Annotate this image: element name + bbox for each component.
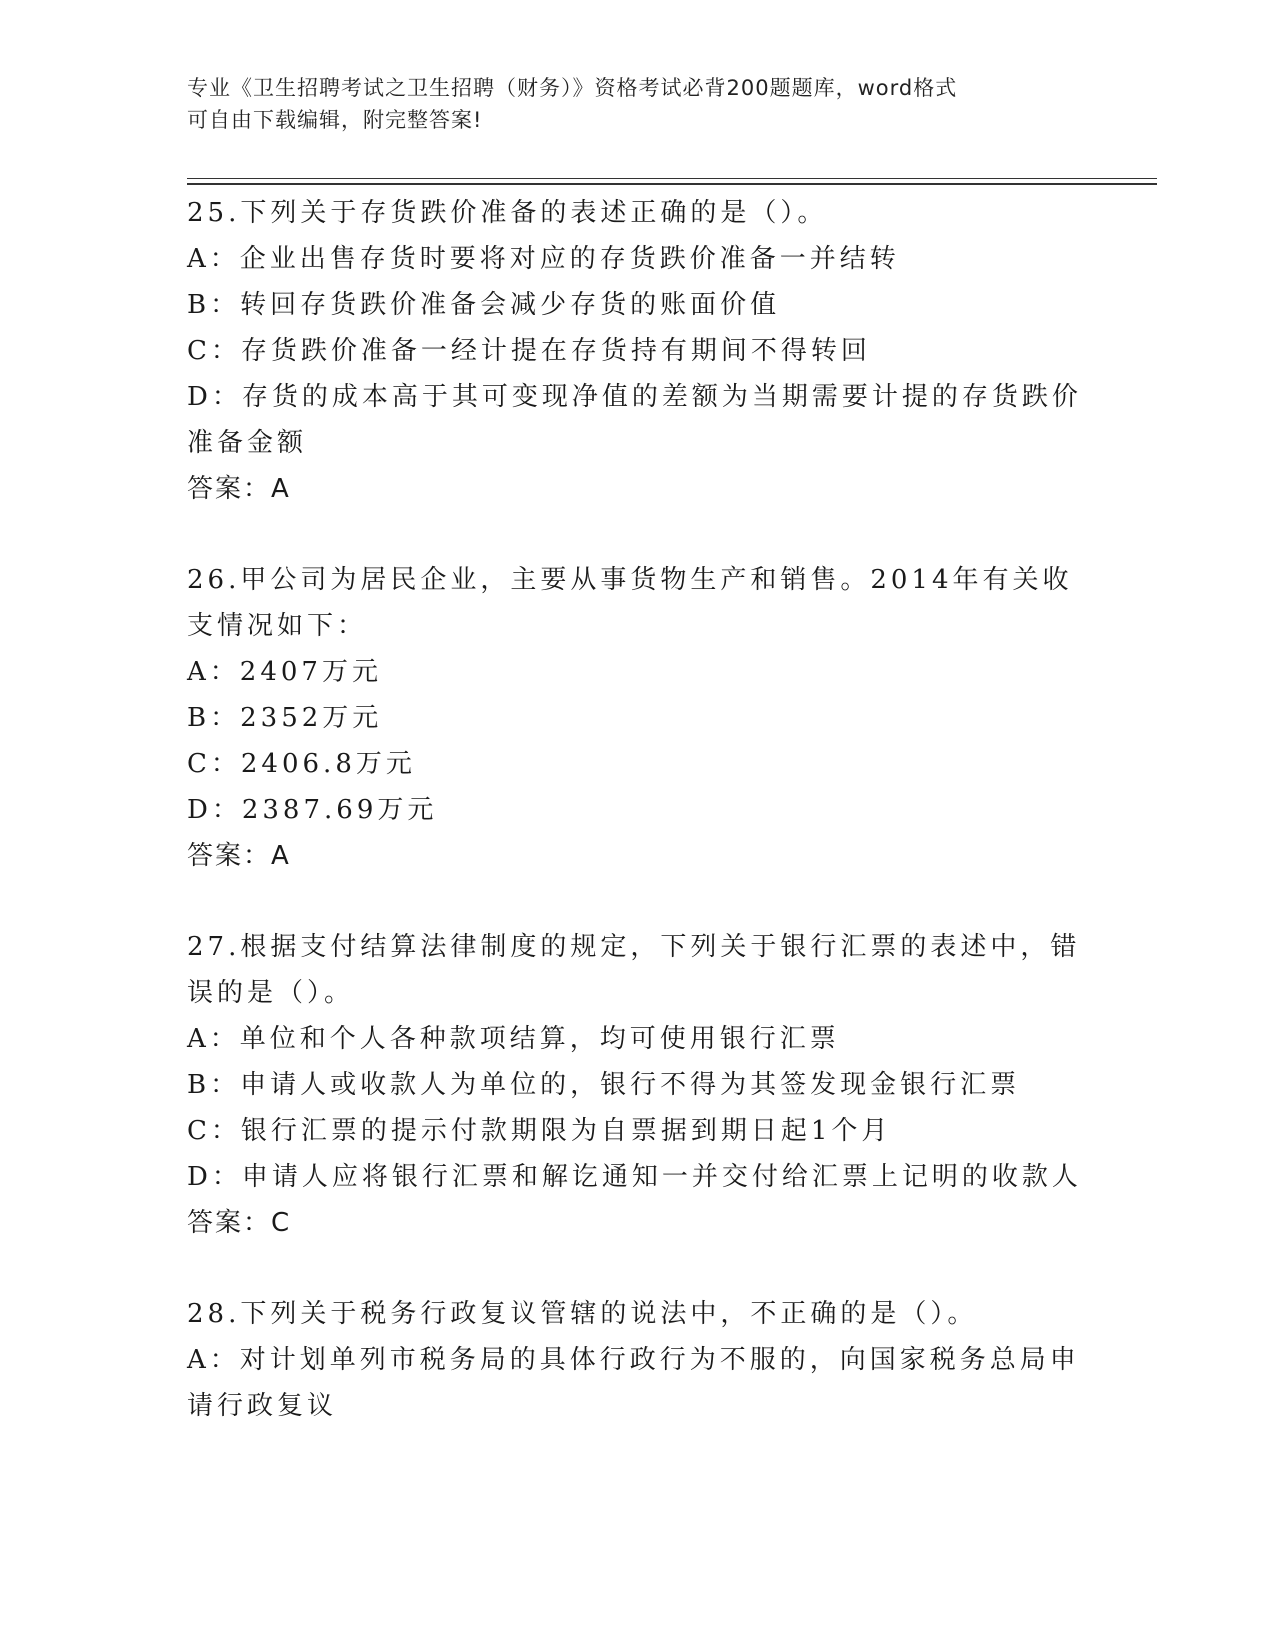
option-d: D：存货的成本高于其可变现净值的差额为当期需要计提的存货跌价准备金额 <box>187 382 1082 458</box>
question-26 <box>187 557 1087 879</box>
option-b: B：申请人或收款人为单位的，银行不得为其签发现金银行汇票 <box>187 1070 1021 1100</box>
option-a: A：单位和个人各种款项结算，均可使用银行汇票 <box>187 1024 840 1054</box>
option-c: C：2406.8万元 <box>187 749 416 779</box>
question-stem: 27.根据支付结算法律制度的规定，下列关于银行汇票的表述中，错误的是（）。 <box>187 932 1081 1008</box>
option-b: B：转回存货跌价准备会减少存货的账面价值 <box>187 290 781 320</box>
question-stem: 26.甲公司为居民企业，主要从事货物生产和销售。2014年有关收支情况如下： <box>187 565 1073 641</box>
header-title-line: 专业《卫生招聘考试之卫生招聘（财务）》资格考试必背200题题库，word格式 <box>187 76 958 100</box>
answer-label: 答案：C <box>187 1208 292 1238</box>
option-a: A：企业出售存货时要将对应的存货跌价准备一并结转 <box>187 244 900 274</box>
option-c: C：存货跌价准备一经计提在存货持有期间不得转回 <box>187 336 871 366</box>
option-c: C：银行汇票的提示付款期限为自票据到期日起1个月 <box>187 1116 892 1146</box>
question-stem: 25.下列关于存货跌价准备的表述正确的是（）。 <box>187 198 828 228</box>
question-list <box>187 190 1087 1474</box>
answer-label: 答案：A <box>187 474 291 504</box>
option-d: D：申请人应将银行汇票和解讫通知一并交付给汇票上记明的收款人 <box>187 1162 1082 1192</box>
option-a: A：对计划单列市税务局的具体行政行为不服的，向国家税务总局申请行政复议 <box>187 1345 1080 1421</box>
document-header <box>187 72 1067 136</box>
question-28 <box>187 1291 1087 1429</box>
option-a: A：2407万元 <box>187 657 382 687</box>
answer-label: 答案：A <box>187 841 291 871</box>
question-stem: 28.下列关于税务行政复议管辖的说法中，不正确的是（）。 <box>187 1299 978 1329</box>
header-divider <box>187 178 1157 185</box>
header-subtitle-line: 可自由下载编辑，附完整答案! <box>187 108 483 132</box>
question-25 <box>187 190 1087 512</box>
option-b: B：2352万元 <box>187 703 383 733</box>
question-27 <box>187 924 1087 1246</box>
option-d: D：2387.69万元 <box>187 795 438 825</box>
